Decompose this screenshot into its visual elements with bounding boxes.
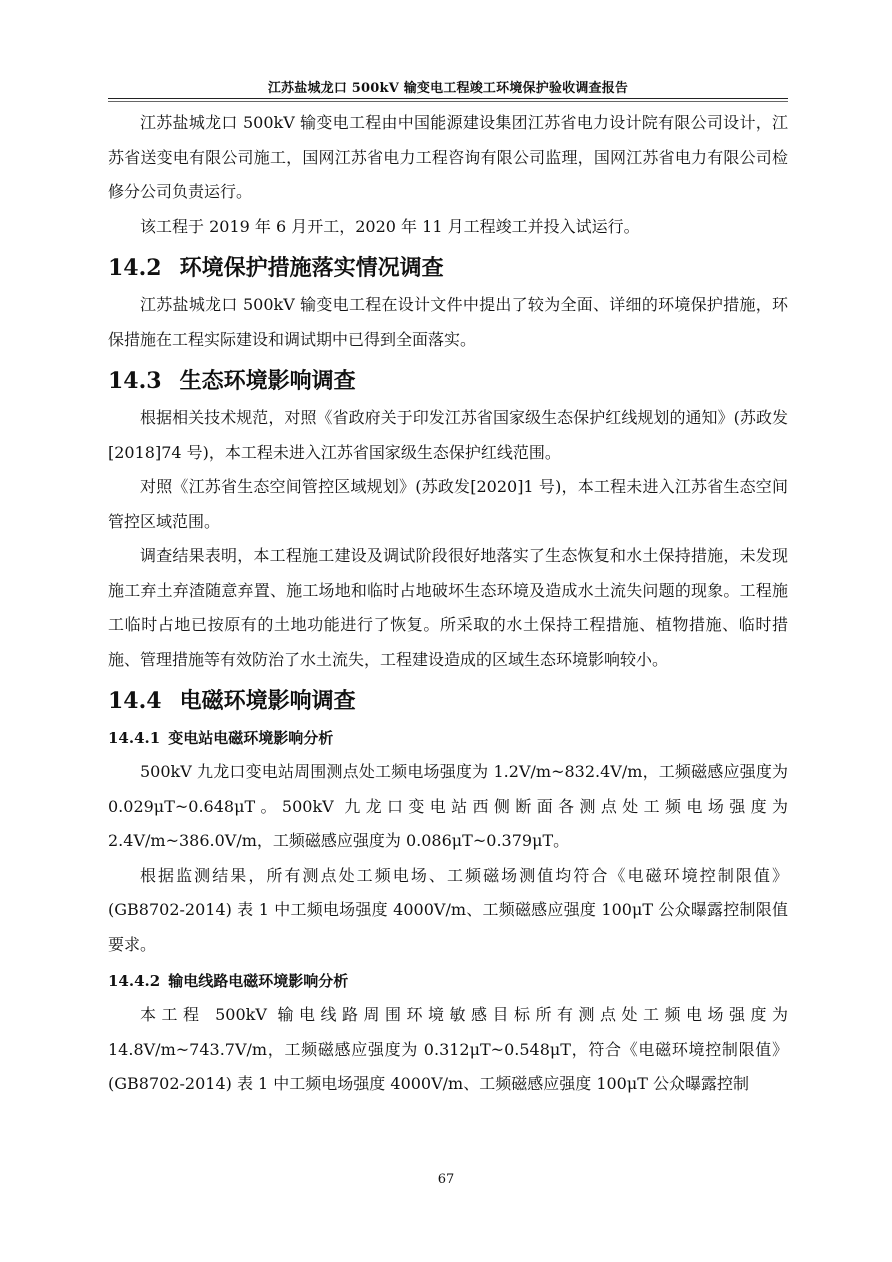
section-14-2-paragraph-1: 江苏盐城龙口 500kV 输变电工程在设计文件中提出了较为全面、详细的环境保护措施，环保措施在工程实际建设和调试期中已得到全面落实。 bbox=[108, 295, 788, 349]
section-heading-14-4 bbox=[108, 683, 788, 719]
header-rule bbox=[108, 98, 788, 99]
subsection-heading-14-4-2 bbox=[108, 964, 788, 998]
section-number: 14.4 bbox=[108, 688, 162, 714]
section-number: 14.2 bbox=[108, 255, 162, 281]
subsection-title: 变电站电磁环境影响分析 bbox=[168, 729, 334, 747]
section-heading-14-3 bbox=[108, 363, 788, 399]
section-heading-14-2 bbox=[108, 250, 788, 286]
running-header: 江苏盐城龙口 500kV 输变电工程竣工环境保护验收调查报告 bbox=[267, 81, 629, 96]
section-title: 环境保护措施落实情况调查 bbox=[179, 255, 444, 281]
subsection-number: 14.4.1 bbox=[108, 729, 161, 747]
body-text bbox=[108, 106, 788, 1102]
subsection-14-4-2-paragraph-1: 本工程 500kV 输电线路周围环境敏感目标所有测点处工频电场强度为14.8V/m~743.7V/m，工频磁感应强度为 0.312μT~0.548μT，符合《电磁环境控制限值》(GB8702-2014) 表 1 中工频电场强度 4000V/m、工频磁感应强度 100μT 公众曝露控制 bbox=[108, 1005, 788, 1093]
section-14-3-paragraph-2: 对照《江苏省生态空间管控区域规划》(苏政发[2020]1 号)，本工程未进入江苏省生态空间管控区域范围。 bbox=[108, 477, 788, 531]
section-number: 14.3 bbox=[108, 368, 162, 394]
header-rule-thin bbox=[108, 101, 788, 102]
section-title: 生态环境影响调查 bbox=[179, 368, 356, 394]
subsection-heading-14-4-1 bbox=[108, 721, 788, 755]
subsection-number: 14.4.2 bbox=[108, 972, 161, 990]
section-14-3-paragraph-1: 根据相关技术规范，对照《省政府关于印发江苏省国家级生态保护红线规划的通知》(苏政发[2018]74 号)，本工程未进入江苏省国家级生态保护红线范围。 bbox=[108, 408, 788, 462]
section-14-3-paragraph-3: 调查结果表明，本工程施工建设及调试阶段很好地落实了生态恢复和水土保持措施，未发现施工弃土弃渣随意弃置、施工场地和临时占地破坏生态环境及造成水土流失问题的现象。工程施工临时占地已按原有的土地功能进行了恢复。所采取的水土保持工程措施、植物措施、临时措施、管理措施等有效防治了水土流失，工程建设造成的区域生态环境影响较小。 bbox=[108, 546, 788, 669]
subsection-14-4-1-paragraph-2: 根据监测结果，所有测点处工频电场、工频磁场测值均符合《电磁环境控制限值》(GB8702-2014) 表 1 中工频电场强度 4000V/m、工频磁感应强度 100μT 公众曝露控制限值要求。 bbox=[108, 865, 788, 954]
intro-paragraph-2: 该工程于 2019 年 6 月开工，2020 年 11 月工程竣工并投入试运行。 bbox=[140, 216, 640, 236]
section-title: 电磁环境影响调查 bbox=[179, 688, 356, 714]
subsection-title: 输电线路电磁环境影响分析 bbox=[168, 972, 349, 990]
intro-paragraph-1: 江苏盐城龙口 500kV 输变电工程由中国能源建设集团江苏省电力设计院有限公司设计，江苏省送变电有限公司施工，国网江苏省电力工程咨询有限公司监理，国网江苏省电力有限公司检修分公司负责运行。 bbox=[108, 113, 788, 201]
page-number: 67 bbox=[437, 1172, 455, 1187]
subsection-14-4-1-paragraph-1: 500kV 九龙口变电站周围测点处工频电场强度为 1.2V/m~832.4V/m，工频磁感应强度为 0.029μT~0.648μT。500kV 九龙口变电站西侧断面各测点处工频电场强度为2.4V/m~386.0V/m，工频磁感应强度为 0.086μT~0.379μT。 bbox=[108, 762, 788, 850]
